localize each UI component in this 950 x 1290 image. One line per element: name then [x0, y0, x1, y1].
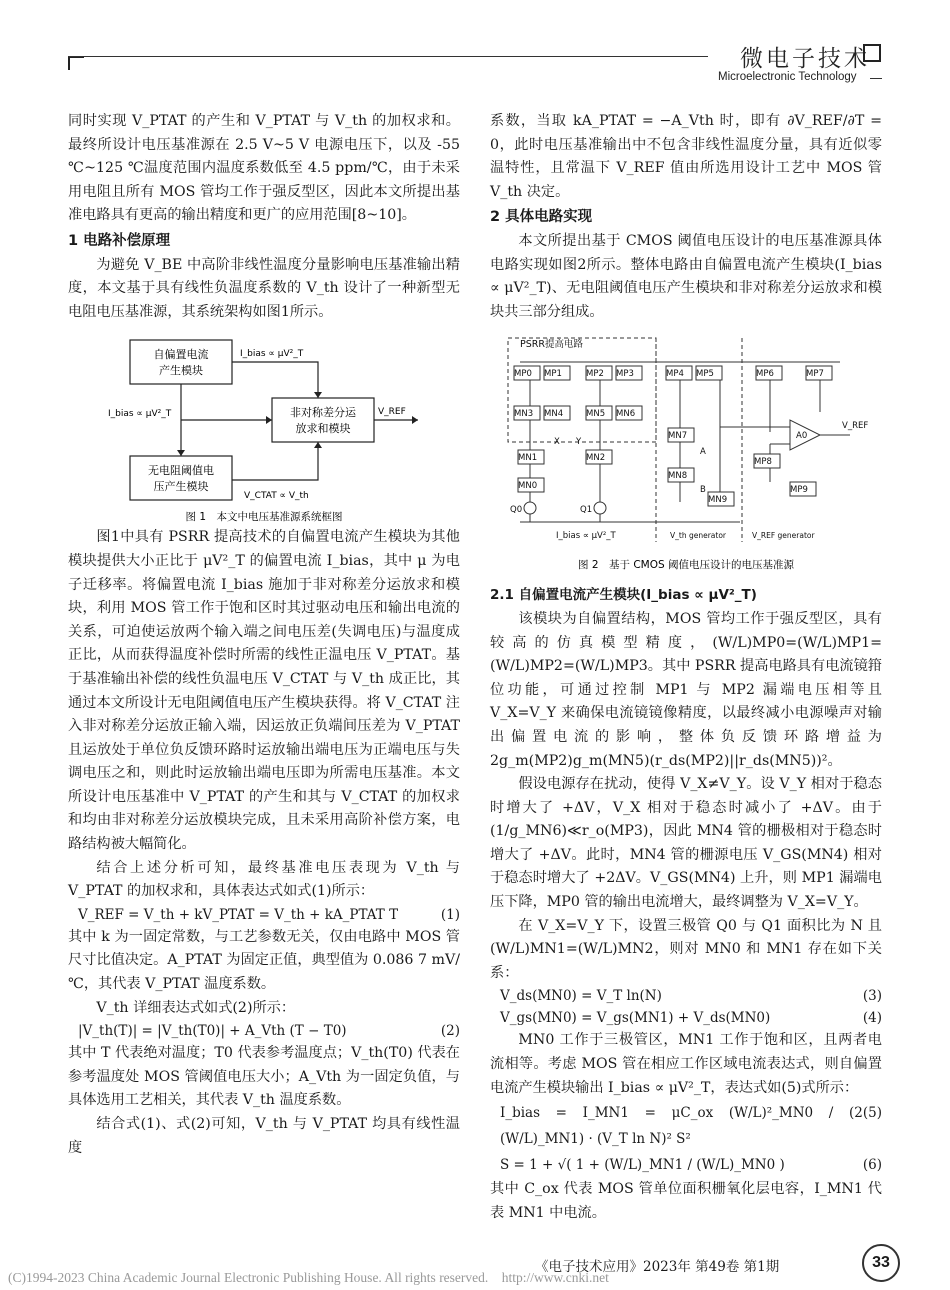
copyright-line: (C)1994-2023 China Academic Journal Electronic Publishing House. All rights reserved. http://www.cnki.net [8, 1270, 609, 1285]
fig2-vref-out: V_REF [842, 421, 869, 432]
equation-3-body: V_ds(MN0) = V_T ln(N) [500, 988, 662, 1005]
fig2-opamp-a0: A0 [796, 431, 808, 442]
equation-6-number: (6) [862, 1157, 882, 1174]
fig2-mp5: MP5 [696, 369, 714, 380]
header-corner-left [68, 56, 84, 70]
fig2-mn7: MN7 [668, 431, 688, 442]
fig1-box-opamp-sum [272, 398, 374, 442]
fig2-bottom-vref: V_REF generator [752, 531, 815, 541]
equation-6-body: S = 1 + √( 1 + (W/L)_MN1 / (W/L)_MN0 ) [500, 1157, 785, 1174]
fig1-box-b-line1: 非对称差分运 [290, 406, 356, 420]
right-para-4: 假设电源存在扰动，使得 V_X≠V_Y。设 V_Y 相对于稳态时增大了 +ΔV，V_X 相对于稳态时减小了 +ΔV。由于(1/g_MN6)≪r_o(MP3)，因此 MN4 管的栅极相对于稳态时增大了 +ΔV。此时，MN4 管的栅源电压 V_GS(MN4) 相对于稳态时增大了 +2ΔV。V_GS(MN4) 上升，则 MP1 漏端电压下降，MP0 管的输出电流增大，最终调整为 V_X=V_Y。 [490, 776, 882, 911]
fig2-mp4: MP4 [666, 369, 684, 380]
right-para-5: 在 V_X=V_Y 下，设置三极管 Q0 与 Q1 面积比为 N 且(W/L)MN1=(W/L)MN2，则对 MN0 和 MN1 存在如下关系： [490, 917, 882, 981]
header-corner-right [863, 44, 881, 62]
fig1-label-ibias-left: I_bias ∝ μV²_T [108, 409, 172, 420]
left-para-8: 结合式(1)、式(2)可知，V_th 与 V_PTAT 均具有线性温度 [68, 1116, 460, 1156]
right-para-7: 其中 C_ox 代表 MOS 管单位面积栅氧化层电容，I_MN1 代表 MN1 中电流。 [490, 1181, 882, 1221]
fig2-mp0: MP0 [514, 369, 532, 380]
right-para-1: 系数，当取 kA_PTAT = −A_Vth 时，即有 ∂V_REF/∂T = 0，此时电压基准输出中不包含非线性温度分量，具有近似零温特性，且常温下 V_REF 值由所选用设计工艺中 MOS 管 V_th 决定。 [490, 113, 882, 200]
equation-1-number: (1) [440, 906, 460, 923]
equation-1-body: V_REF = V_th + kV_PTAT = V_th + kA_PTAT T [78, 906, 399, 923]
figure-2-schematic [490, 332, 882, 582]
equation-5-body: I_bias = I_MN1 = μC_ox (W/L)²_MN0 / (2 (W/L)_MN1) · (V_T ln N)² S² [500, 1105, 863, 1148]
fig2-q0: Q0 [510, 505, 523, 516]
section-2-heading: 2 具体电路实现 [490, 209, 593, 226]
figure-1-diagram [68, 330, 460, 526]
header-subrule [870, 78, 882, 79]
figure-1 [68, 330, 460, 526]
equation-5-number: (5) [862, 1105, 882, 1122]
equation-3 [490, 985, 882, 1007]
fig2-mp7: MP7 [806, 369, 824, 380]
equation-2 [68, 1020, 460, 1042]
fig2-mp2: MP2 [586, 369, 604, 380]
fig1-box-self-bias [130, 340, 232, 384]
figure-1-caption: 图 1 本文中电压基准源系统框图 [185, 511, 343, 524]
equation-1 [68, 904, 460, 926]
equation-4-body: V_gs(MN0) = V_gs(MN1) + V_ds(MN0) [500, 1010, 771, 1027]
equation-2-number: (2) [440, 1023, 460, 1040]
fig1-box-a-line1: 自偏置电流 [153, 348, 209, 362]
fig2-bottom-ibias: I_bias ∝ μV²_T [556, 531, 616, 542]
fig2-q1: Q1 [580, 505, 593, 516]
fig2-mn1: MN1 [518, 453, 538, 464]
equation-4-number: (4) [862, 1010, 882, 1027]
fig2-mp3: MP3 [616, 369, 634, 380]
fig1-box-c-line2: 压产生模块 [153, 480, 209, 494]
fig2-mn0: MN0 [518, 481, 538, 492]
fig1-box-b-line2: 放求和模块 [295, 422, 351, 436]
equation-6 [490, 1152, 882, 1178]
fig2-mn4: MN4 [544, 409, 564, 420]
left-para-4: 结合上述分析可知，最终基准电压表现为 V_th 与 V_PTAT 的加权求和，具体表达式如式(1)所示： [68, 859, 460, 900]
equation-3-number: (3) [862, 988, 882, 1005]
fig1-label-vctat: V_CTAT ∝ V_th [244, 491, 309, 502]
fig2-mn5: MN5 [586, 409, 606, 420]
fig1-box-vth [130, 456, 232, 500]
page-number: 33 [862, 1244, 900, 1282]
fig2-bottom-vth: V_th generator [670, 531, 726, 541]
fig2-mn3: MN3 [514, 409, 534, 420]
left-para-6: V_th 详细表达式如式(2)所示： [96, 999, 296, 1016]
fig2-node-a: A [700, 447, 706, 458]
fig2-mp1: MP1 [544, 369, 562, 380]
left-para-7: 其中 T 代表绝对温度；T0 代表参考温度点；V_th(T0) 代表在参考温度处 MOS 管阈值电压大小；A_Vth 为一固定负值，与具体选用工艺相关，其代表 V_th 温度系数。 [68, 1045, 460, 1109]
fig1-box-a-line2: 产生模块 [159, 364, 203, 378]
fig1-box-c-line1: 无电阻阈值电 [148, 464, 214, 478]
header-rule [68, 56, 708, 57]
equation-4 [490, 1007, 882, 1029]
left-para-5: 其中 k 为一固定常数，与工艺参数无关，仅由电路中 MOS 管尺寸比值决定。A_PTAT 为固定正值，典型值为 0.086 7 mV/℃，其代表 V_PTAT 温度系数。 [68, 928, 460, 993]
fig2-mp9: MP9 [790, 485, 808, 496]
fig2-mn8: MN8 [668, 471, 688, 482]
fig2-node-y: Y [576, 437, 582, 448]
left-column [68, 110, 460, 1160]
right-para-6: MN0 工作于三极管区，MN1 工作于饱和区，且两者电流相等。考虑 MOS 管在相应工作区域电流表达式，则自偏置电流产生模块输出 I_bias ∝ μV²_T，表达式如(5)式所示： [490, 1032, 882, 1096]
right-column [490, 110, 882, 1225]
equation-5 [490, 1100, 882, 1152]
fig2-node-x: X [554, 437, 560, 448]
journal-section-title: 微电子技术 [740, 46, 870, 72]
figure-2 [490, 332, 882, 582]
left-para-1: 同时实现 V_PTAT 的产生和 V_PTAT 与 V_th 的加权求和。最终所设计电压基准源在 2.5 V~5 V 电源电压下，以及 -55 ℃~125 ℃温度范围内温度系数低至 4.5 ppm/℃，由于未采用电阻且所有 MOS 管均工作于强反型区，因此本文所提出基准电路具有更高的输出精度和更广的应用范围[8~10]。 [68, 113, 460, 224]
fig2-mn6: MN6 [616, 409, 636, 420]
figure-2-caption: 图 2 基于 CMOS 阈值电压设计的电压基准源 [577, 559, 795, 572]
fig1-label-ibias-top: I_bias ∝ μV²_T [240, 349, 304, 360]
left-para-3: 图1中具有 PSRR 提高技术的自偏置电流产生模块为其他模块提供大小正比于 μV²_T 的偏置电流 I_bias，其中 μ 为电子迁移率。将偏置电流 I_bias 施加于非对称差分运放求和模块，利用 MOS 管工作于饱和区时其过驱动电压和输出电流的关系，可迫使运放两个输入端之间电压差(失调电压)与温度成正比，从而获得温度补偿时所需的线性正温电压 V_PTAT。基于基准输出补偿的线性负温电压 V_CTAT 与 V_th 成正比，其通过本文所设计无电阻阈值电压产生模块获得。将 V_CTAT 注入非对称差分运放正输入端，因运放正负端间压差为 V_PTAT 且运放处于单位负反馈环路时运放输出端电压为正端电压与失调电压之和，则此时运放输出端电压即为所需电压基准。本文所设计电压基准中 V_PTAT 的产生和其与 V_CTAT 的加权求和均由非对称差分运放模块完成，且未采用高阶补偿方案，电路结构被大幅简化。 [68, 529, 460, 853]
fig2-psrr-label: PSRR提高电路 [520, 339, 583, 351]
fig1-label-vref: V_REF [378, 407, 406, 418]
equation-2-body: |V_th(T)| = |V_th(T0)| + A_Vth (T − T0) [78, 1023, 347, 1040]
right-para-2: 本文所提出基于 CMOS 阈值电压设计的电压基准源具体电路实现如图2所示。整体电路由自偏置电流产生模块(I_bias ∝ μV²_T)、无电阻阈值电压产生模块和非对称差分运放求和模块共三部分组成。 [490, 232, 882, 320]
journal-section-subtitle: Microelectronic Technology [718, 71, 857, 83]
fig2-mp6: MP6 [756, 369, 774, 380]
left-para-2: 为避免 V_BE 中高阶非线性温度分量影响电压基准输出精度，本文基于具有线性负温度系数的 V_th 设计了一种新型无电阻电压基准源，其系统架构如图1所示。 [68, 256, 460, 320]
fig2-node-b: B [700, 485, 706, 496]
fig2-mp8: MP8 [754, 457, 772, 468]
footer-journal-info: 《电子技术应用》2023年 第49卷 第1期 [535, 1259, 780, 1275]
section-1-heading: 1 电路补偿原理 [68, 232, 171, 249]
right-para-3: 该模块为自偏置结构，MOS 管均工作于强反型区，具有较高的仿真模型精度，(W/L)MP0=(W/L)MP1=(W/L)MP2=(W/L)MP3。其中 PSRR 提高电路具有电流镜箝位功能，可通过控制 MP1 与 MP2 漏端电压相等且 V_X=V_Y 来确保电流镜镜像精度，以最终减小电源噪声对输出偏置电流的影响，整体负反馈环路增益为 2g_m(MP2)g_m(MN5)(r_ds(MP2)||r_ds(MN5))²。 [490, 610, 882, 769]
subsection-2-1-heading: 2.1 自偏置电流产生模块(I_bias ∝ μV²_T) [490, 587, 757, 604]
fig2-mn9: MN9 [708, 495, 728, 506]
fig2-mn2: MN2 [586, 453, 606, 464]
